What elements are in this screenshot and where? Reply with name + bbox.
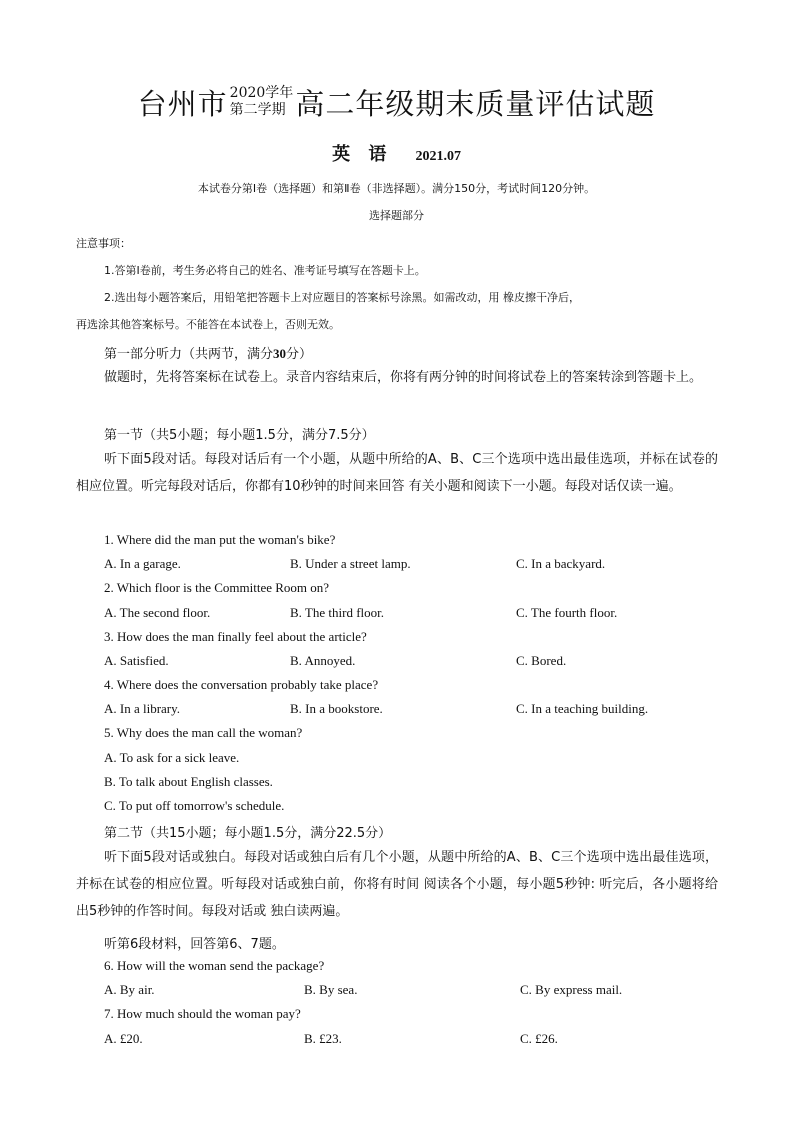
q3-option-b: B. Annoyed. — [290, 653, 356, 668]
question-5: 5. Why does the man call the woman? — [104, 725, 303, 740]
term-stack — [230, 85, 294, 119]
question-6: 6. How will the woman send the package? — [104, 958, 325, 973]
part1-heading: 第一部分听力（共两节，满分30分） — [104, 346, 313, 362]
note-2-line1: 2.选出每小题答案后，用铅笔把答题卡上对应题目的答案标号涂黑。如需改动，用 橡皮擦干净后， — [104, 291, 580, 304]
q6-option-b: B. By sea. — [304, 982, 358, 997]
exam-name: 高二年级期末质量评估试题 — [295, 86, 656, 121]
term-year: 2020学年 — [229, 85, 294, 101]
subject-line — [0, 140, 793, 166]
q3-option-a: A. Satisfied. — [104, 653, 169, 668]
q3-option-c: C. Bored. — [516, 653, 567, 668]
q7-option-b: B. £23. — [304, 1031, 342, 1046]
q1-option-b: B. Under a street lamp. — [290, 556, 411, 571]
part1-instruction: 做题时，先将答案标在试卷上。录音内容结束后，你将有两分钟的时间将试卷上的答案转涂到答题卡上。 — [104, 370, 703, 385]
q5-option-a: A. To ask for a sick leave. — [104, 750, 240, 765]
question-3: 3. How does the man finally feel about the article? — [104, 629, 367, 644]
part1-score: 30 — [273, 346, 287, 361]
notes-title: 注意事项： — [76, 237, 131, 250]
section-label: 选择题部分 — [369, 209, 424, 222]
term-semester: 第二学期 — [229, 102, 286, 118]
section1-heading: 第一节（共5小题；每小题1.5分，满分7.5分） — [104, 428, 375, 443]
question-7: 7. How much should the woman pay? — [104, 1006, 301, 1021]
paper-info: 本试卷分第Ⅰ卷（选择题）和第Ⅱ卷（非选择题）。满分150分，考试时间120分钟。 — [197, 182, 596, 195]
section2-heading: 第二节（共15小题；每小题1.5分，满分22.5分） — [104, 826, 392, 841]
city-name: 台州市 — [137, 86, 228, 121]
q1-option-c: C. In a backyard. — [516, 556, 606, 571]
question-2: 2. Which floor is the Committee Room on? — [104, 580, 330, 595]
q2-option-c: C. The fourth floor. — [516, 605, 618, 620]
note-1: 1.答第Ⅰ卷前，考生务必将自己的姓名、准考证号填写在答题卡上。 — [104, 264, 426, 277]
q5-option-b: B. To talk about English classes. — [104, 774, 273, 789]
q6-option-a: A. By air. — [104, 982, 155, 997]
q2-option-a: A. The second floor. — [104, 605, 211, 620]
q7-option-c: C. £26. — [520, 1031, 558, 1046]
q7-option-a: A. £20. — [104, 1031, 143, 1046]
q4-option-b: B. In a bookstore. — [290, 701, 383, 716]
q4-option-a: A. In a library. — [104, 701, 181, 716]
question-1: 1. Where did the man put the woman's bike? — [104, 532, 336, 547]
q1-option-a: A. In a garage. — [104, 556, 181, 571]
q6-option-c: C. By express mail. — [520, 982, 623, 997]
section1-instruction: 听下面5段对话。每段对话后有一个小题，从题中所给的A、B、C三个选项中选出最佳选项，并标在试卷的相应位置。听完每段对话后，你都有10秒钟的时间来回答 有关小题和阅读下一小题。每段对话仅读一遍。 — [76, 452, 718, 494]
q4-option-c: C. In a teaching building. — [516, 701, 649, 716]
exam-title — [0, 78, 793, 126]
material-6-label: 听第6段材料，回答第6、7题。 — [104, 937, 285, 952]
note-2-line2: 再选涂其他答案标号。不能答在本试卷上，否则无效。 — [76, 318, 340, 331]
question-4: 4. Where does the conversation probably take place? — [104, 677, 379, 692]
q2-option-b: B. The third floor. — [290, 605, 385, 620]
subject-name: 英 语 — [332, 144, 393, 165]
exam-date: 2021.07 — [415, 149, 461, 164]
q5-option-c: C. To put off tomorrow's schedule. — [104, 798, 285, 813]
section2-instruction: 听下面5段对话或独白。每段对话或独白后有几个小题，从题中所给的A、B、C三个选项中选出最佳选项，并标在试卷的相应位置。听每段对话或独白前，你将有时间 阅读各个小题，每小题5秒钟: 听完后，各小题将给出5秒钟的作答时间。每段对话或 独白读两遍。 — [76, 850, 718, 919]
